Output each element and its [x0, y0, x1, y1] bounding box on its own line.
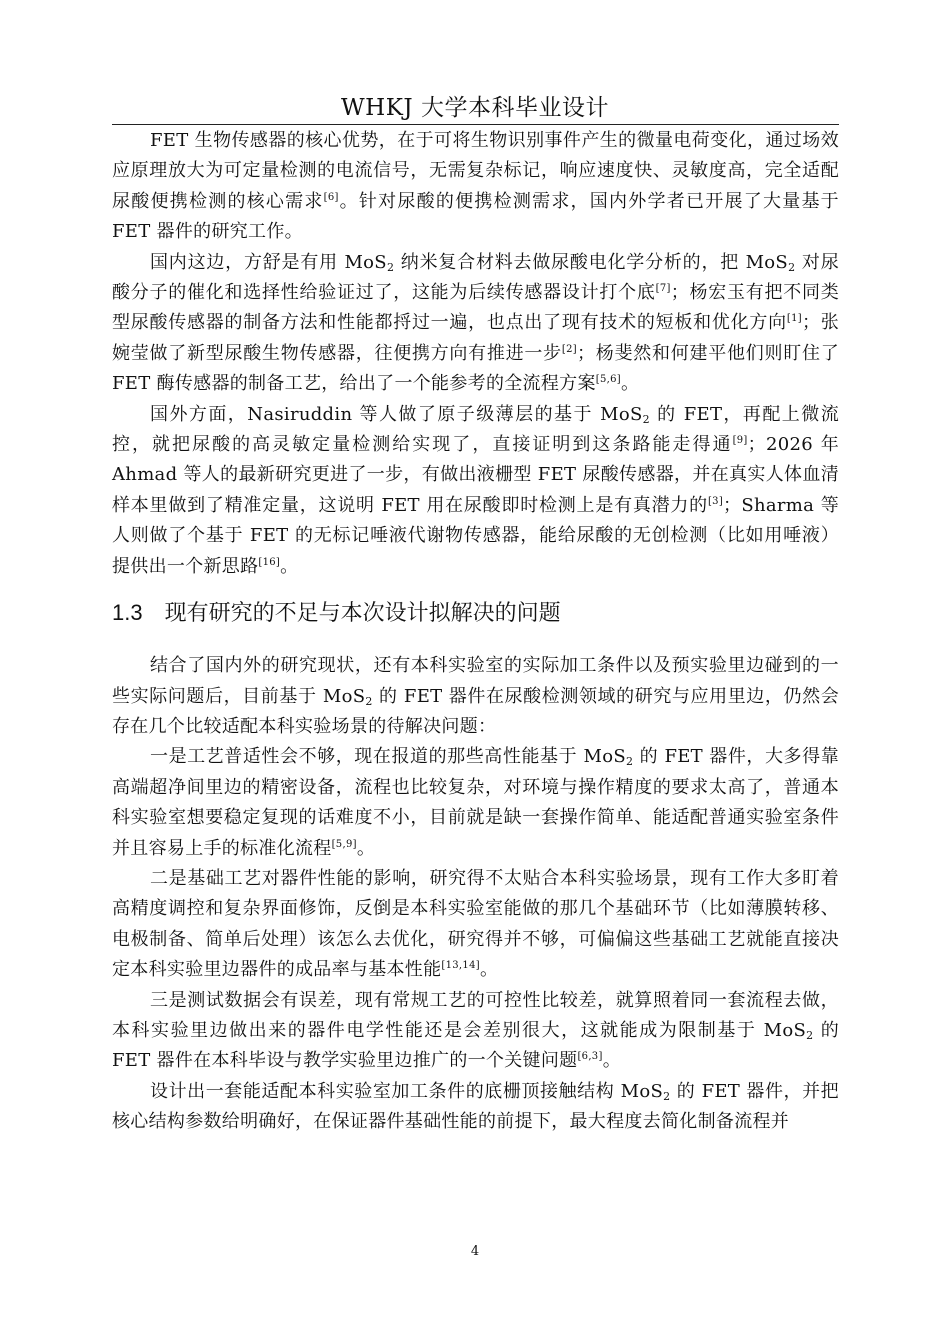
citation: [9] [732, 435, 748, 447]
subscript: 2 [806, 1028, 814, 1042]
citation: [3] [707, 495, 724, 507]
paragraph-design-goal: 设计出一套能适配本科实验室加工条件的底栅顶接触结构 MoS$_2$ 的 FET 器件，并把核心结构参数给明确好，在保证器件基础性能的前提下，最大程度去简化制备流程并 [112, 1080, 839, 1133]
citation: [13,14] [441, 960, 480, 972]
paragraph-problem-1: 一是工艺普适性会不够，现在报道的那些高性能基于 MoS$_2$ 的 FET 器件，大多得靠高端超净间里边的精密设备，流程也比较复杂，对环境与操作精度的要求太高了，普通本科实验室想要稳定复现的话难度不小，目前就是缺一套操作简单、能适配普通实验室条件并且容易上手的标准化流程[5,9]。 [112, 746, 840, 859]
citation: [6,3] [577, 1051, 603, 1063]
paragraph-problem-3: 三是测试数据会有误差，现有常规工艺的可控性比较差，就算照着同一套流程去做，本科实验里边做出来的器件电学性能还是会差别很大，这就能成为限制基于 MoS$_2$ 的 FET 器件在本科毕设与教学实验里边推广的一个关键问题[6,3]。 [112, 989, 840, 1072]
citation: [2] [561, 343, 577, 355]
citation: [5,9] [331, 838, 357, 850]
page-header-title: WHKJ 大学本科毕业设计 [341, 95, 609, 121]
paragraph-domestic-research: 国内这边，方舒是有用 MoS$_2$ 纳米复合材料去做尿酸电化学分析的，把 MoS$_2$ 对尿酸分子的催化和选择性给验证过了，这能为后续传感器设计打个底[7]；杨宏玉有把不同类型尿酸传感器的制备方法和性能都捋过一遍，也点出了现有技术的短板和优化方向[1]；张婉莹做了新型尿酸生物传感器，往便携方向有推进一步[2]；杨斐然和何建平他们则盯住了 FET 酶传感器的制备工艺，给出了一个能参考的全流程方案[5,6]。 [112, 251, 840, 395]
paragraph-problem-2: 二是基础工艺对器件性能的影响，研究得不太贴合本科实验场景，现有工作大多盯着高精度调控和复杂界面修饰，反倒是本科实验室能做的那几个基础环节（比如薄膜转移、电极制备、简单后处理）该怎么去优化，研究得并不够，可偏偏这些基础工艺就能直接决定本科实验里边器件的成品率与基本性能[13,14]。 [112, 867, 839, 981]
citation: [5,6] [595, 374, 621, 386]
citation: [6] [323, 191, 339, 203]
page-number: 4 [470, 1244, 480, 1259]
section-title: 现有研究的不足与本次设计拟解决的问题 [164, 601, 561, 627]
paragraph-foreign-research: 国外方面，Nasiruddin 等人做了原子级薄层的基于 MoS$_2$ 的 FET，再配上微流控，就把尿酸的高灵敏定量检测给实现了，直接证明到这条路能走得通[9]；2026 年 Ahmad 等人的最新研究更进了一步，有做出液栅型 FET 尿酸传感器，并在真实人体血清样本里做到了精准定量，这说明 FET 用在尿酸即时检测上是有真潜力的[3]；Sharma 等人则做了个基于 FET 的无标记唾液代谢物传感器，能给尿酸的无创检测（比如用唾液）提供出一个新思路[16]。 [112, 403, 840, 577]
citation: [16] [258, 556, 281, 568]
section-number: 1.3 [112, 600, 143, 626]
subscript: 2 [365, 694, 373, 708]
paragraph-fet-advantage: FET 生物传感器的核心优势，在于可将生物识别事件产生的微量电荷变化，通过场效应原理放大为可定量检测的电流信号，无需复杂标记，响应速度快、灵敏度高，完全适配尿酸便携检测的核心需求[6]。针对尿酸的便携检测需求，国内外学者已开展了大量基于 FET 器件的研究工作。 [112, 130, 839, 243]
subscript: 2 [386, 260, 395, 274]
page-body [112, 126, 839, 1138]
citation: [7] [655, 283, 671, 295]
subscript: 2 [663, 1089, 671, 1103]
subscript: 2 [625, 755, 634, 769]
section-heading [112, 596, 839, 631]
subscript: 2 [642, 412, 650, 426]
subscript: 2 [788, 260, 796, 274]
header-rule [112, 124, 839, 125]
citation: [1] [786, 313, 802, 325]
paragraph-summary: 结合了国内外的研究现状，还有本科实验室的实际加工条件以及预实验里边碰到的一些实际问题后，目前基于 MoS$_2$ 的 FET 器件在尿酸检测领域的研究与应用里边，仍然会存在几个比较适配本科实验场景的待解决问题： [112, 655, 839, 737]
